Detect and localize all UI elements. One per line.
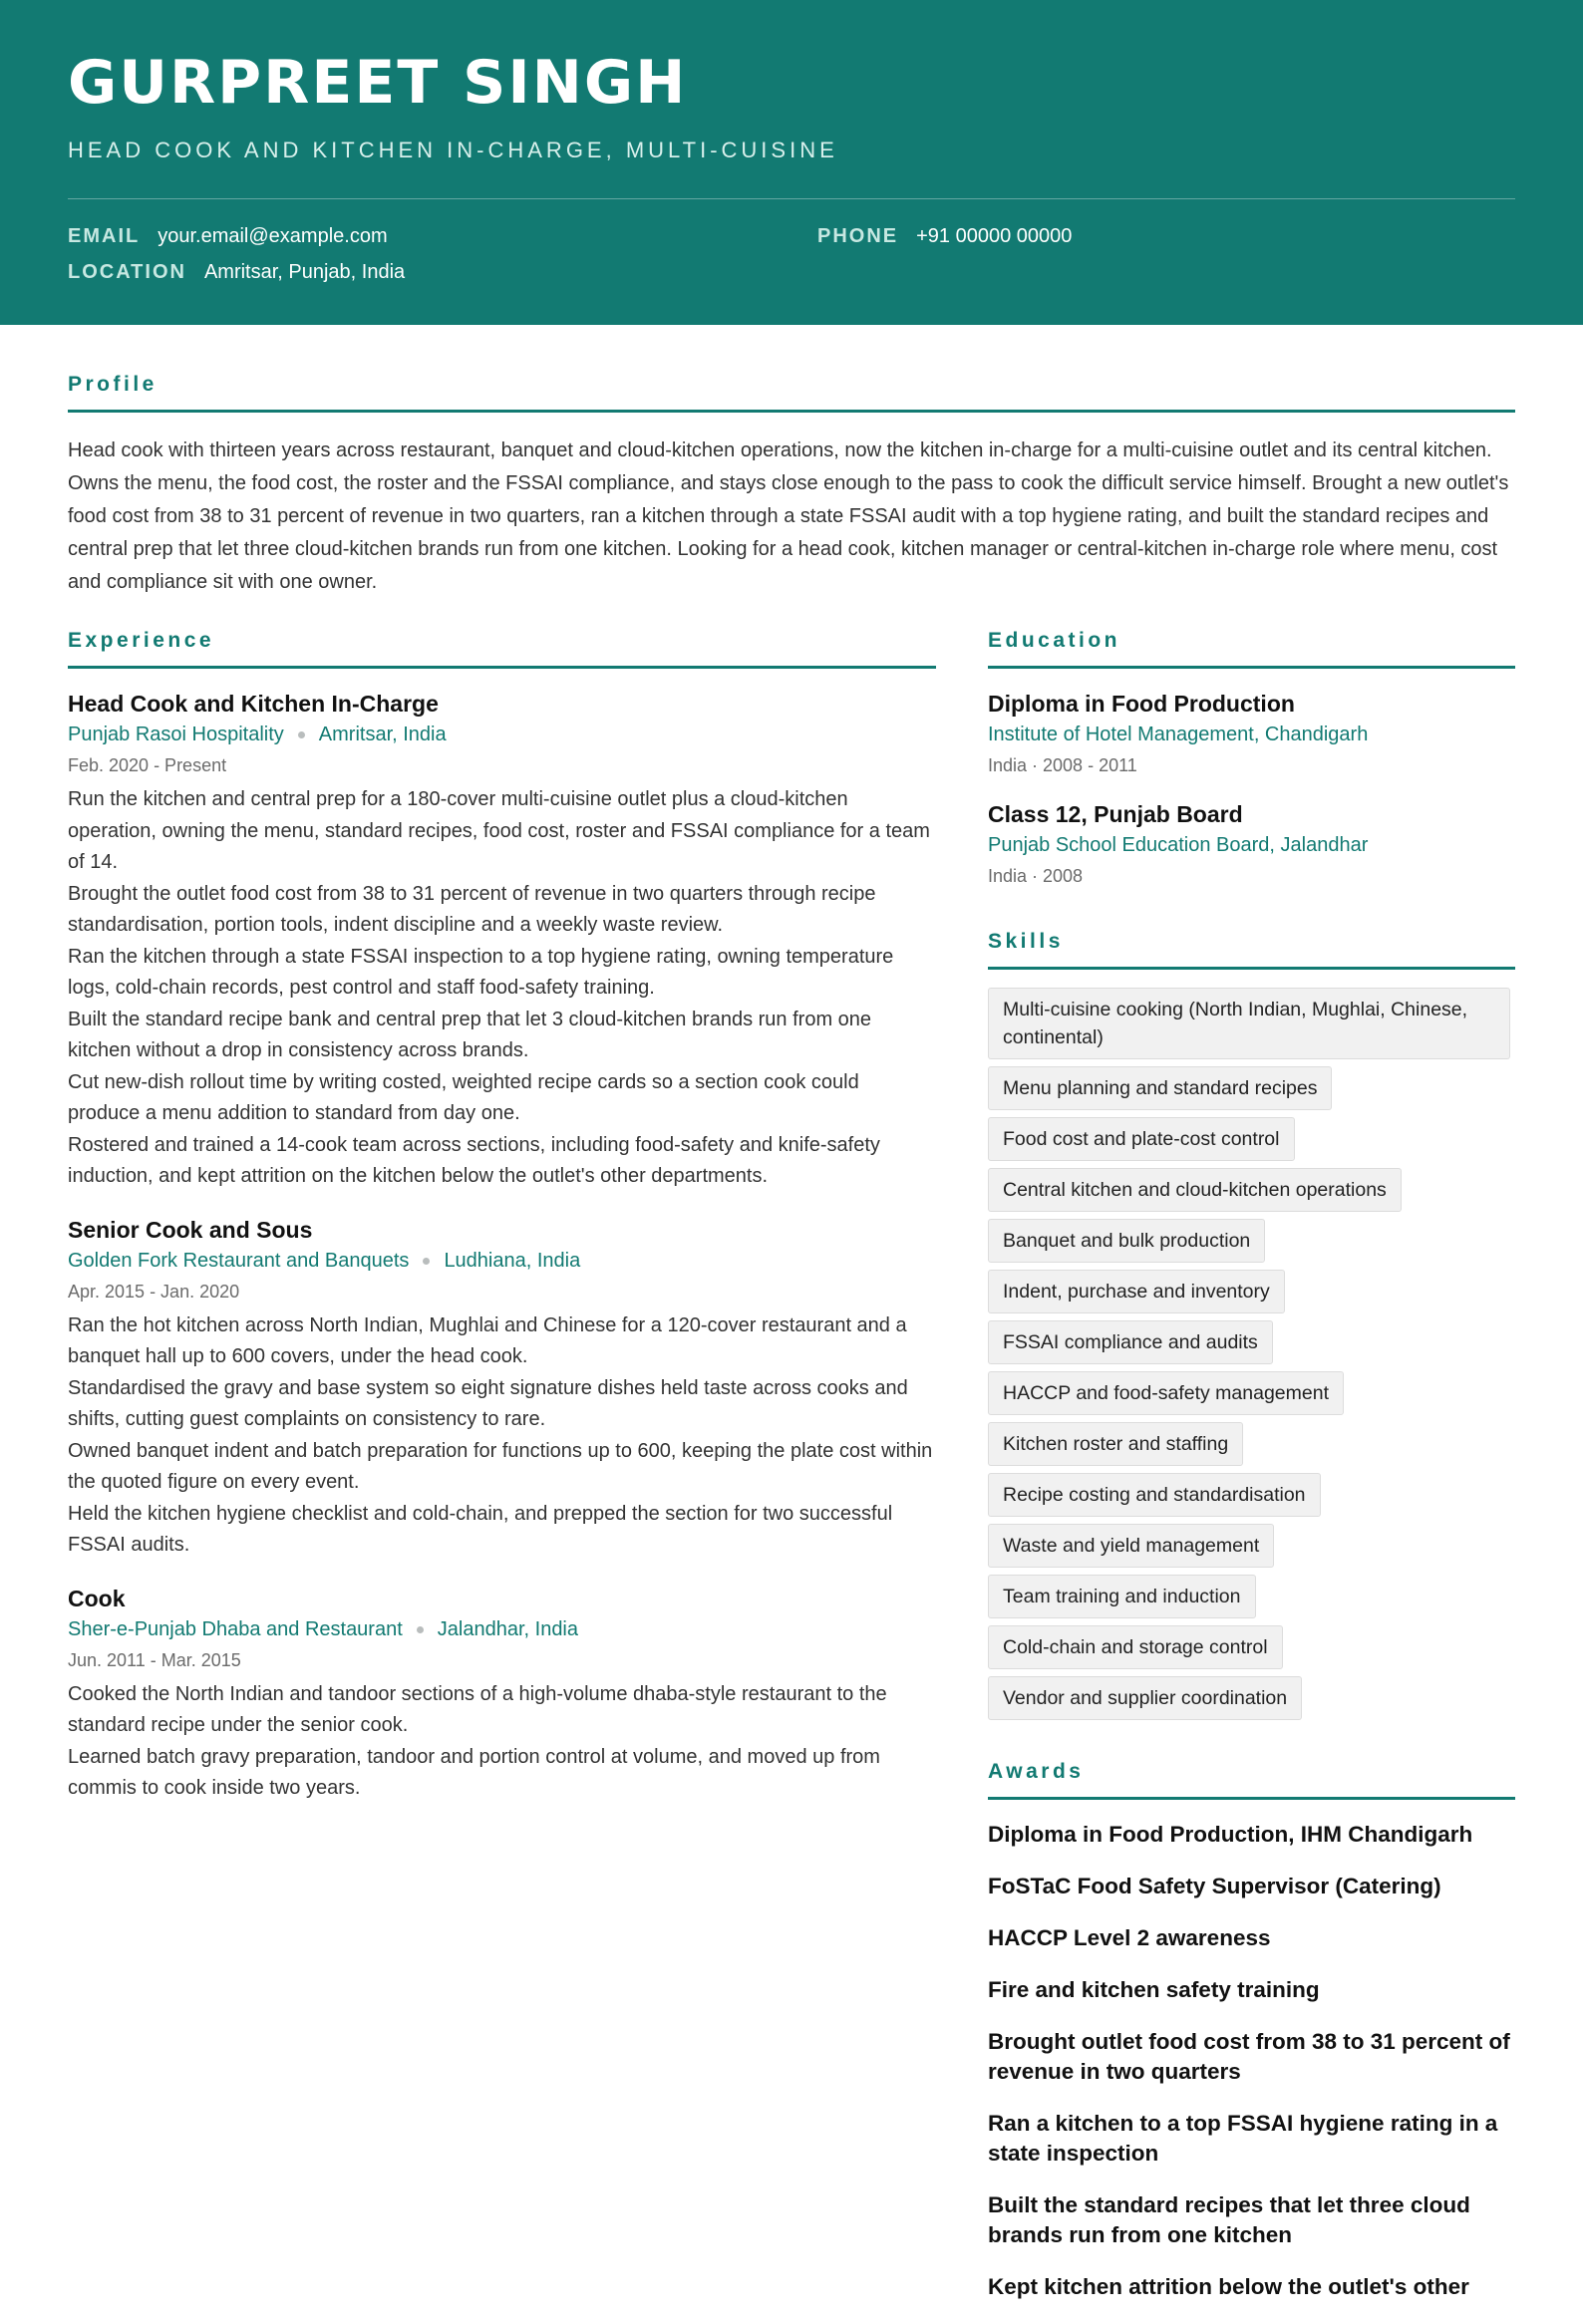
skill-chip: Vendor and supplier coordination: [988, 1676, 1302, 1720]
candidate-headline: HEAD COOK AND KITCHEN IN-CHARGE, MULTI-CUISINE: [68, 138, 838, 162]
job-bullets: [68, 784, 936, 1193]
section-heading-awards: Awards: [988, 1760, 1515, 1800]
section-heading-education: Education: [988, 629, 1515, 669]
job-bullets: [68, 1679, 936, 1805]
job-entry: [68, 689, 936, 1193]
skill-chip: FSSAI compliance and audits: [988, 1320, 1273, 1364]
education-entry: [988, 689, 1515, 779]
location-label: LOCATION: [68, 261, 186, 283]
award-item: Ran a kitchen to a top FSSAI hygiene rating in a state inspection: [988, 2111, 1498, 2166]
job-bullet: Held the kitchen hygiene checklist and cold-chain, and prepped the section for two successful FSSAI audits.: [68, 1502, 893, 1556]
award-item: FoSTaC Food Safety Supervisor (Catering): [988, 1874, 1441, 1898]
skill-chip: Waste and yield management: [988, 1524, 1274, 1568]
resume-body: [0, 373, 1583, 2299]
resume-header: [0, 0, 1583, 325]
award-item: Built the standard recipes that let three cloud brands run from one kitchen: [988, 2192, 1470, 2247]
award-item: Brought outlet food cost from 38 to 31 percent of revenue in two quarters: [988, 2029, 1510, 2084]
skill-chip: Multi-cuisine cooking (North Indian, Mughlai, Chinese, continental): [988, 988, 1510, 1059]
job-dates: Jun. 2011 - Mar. 2015: [68, 1649, 241, 1670]
job-company: Sher-e-Punjab Dhaba and Restaurant: [68, 1617, 403, 1640]
job-meta: [68, 719, 936, 750]
experience-list: [68, 689, 936, 1805]
education-title: Class 12, Punjab Board: [988, 801, 1243, 827]
skill-chip: Banquet and bulk production: [988, 1219, 1265, 1263]
job-dates: Apr. 2015 - Jan. 2020: [68, 1281, 240, 1302]
section-heading-experience: Experience: [68, 629, 936, 669]
skill-chip: Cold-chain and storage control: [988, 1625, 1283, 1669]
education-entry: [988, 799, 1515, 890]
skill-chip: Food cost and plate-cost control: [988, 1117, 1295, 1161]
skill-chip: HACCP and food-safety management: [988, 1371, 1344, 1415]
phone-value[interactable]: +91 00000 00000: [916, 225, 1073, 247]
skill-chip: Menu planning and standard recipes: [988, 1066, 1332, 1110]
job-bullets: [68, 1310, 936, 1562]
section-heading-profile: Profile: [68, 373, 1515, 413]
job-title: Cook: [68, 1585, 126, 1611]
education-meta: India · 2008: [988, 866, 1084, 886]
job-bullet: Cut new-dish rollout time by writing costed, weighted recipe cards so a section cook could produce a menu addition to standard from day one.: [68, 1070, 859, 1124]
job-bullet: Rostered and trained a 14-cook team across sections, including food-safety and knife-safety induction, and kept attrition on the kitchen below the outlet's other departments.: [68, 1133, 880, 1187]
phone-label: PHONE: [817, 225, 899, 247]
profile-summary: Head cook with thirteen years across restaurant, banquet and cloud-kitchen operations, now the kitchen in-charge for a multi-cuisine outlet and its central kitchen. Owns the menu, the food cost, the roster and the FSSAI compliance, and stays close enough to the pass to cook the difficult service himself. Brought a new outlet's food cost from 38 to 31 percent of revenue in two quarters, ran a kitchen through a state FSSAI audit with a top hygiene rating, and built the standard recipes and central prep that let three cloud-kitchen brands run from one kitchen. Looking for a head cook, kitchen manager or central-kitchen in-charge role where menu, cost and compliance sit with one owner.: [68, 439, 1509, 593]
header-divider: [68, 198, 1515, 199]
education-institution: Punjab School Education Board, Jalandhar: [988, 834, 1369, 856]
candidate-name: GURPREET SINGH: [68, 48, 688, 118]
award-item: Kept kitchen attrition below the outlet's other: [988, 2274, 1469, 2299]
skill-chip: Team training and induction: [988, 1575, 1256, 1618]
job-bullet: Ran the kitchen through a state FSSAI inspection to a top hygiene rating, owning temperature logs, cold-chain records, pest control and staff food-safety training.: [68, 945, 894, 999]
job-company: Golden Fork Restaurant and Banquets: [68, 1249, 410, 1272]
awards-section: [988, 1760, 1515, 2302]
separator-dot-icon: [298, 731, 305, 738]
contact-email: [68, 225, 388, 248]
skills-list: [988, 988, 1515, 1720]
contact-phone: [817, 225, 1072, 248]
separator-dot-icon: [423, 1258, 430, 1265]
email-label: EMAIL: [68, 225, 141, 247]
location-value: Amritsar, Punjab, India: [203, 261, 406, 283]
job-title: Senior Cook and Sous: [68, 1216, 313, 1243]
job-bullet: Ran the hot kitchen across North Indian, Mughlai and Chinese for a 120-cover restaurant and a banquet hall up to 600 covers, under the head cook.: [68, 1313, 907, 1367]
job-bullet: Standardised the gravy and base system so eight signature dishes held taste across cooks and shifts, cutting guest complaints on consistency to rare.: [68, 1376, 908, 1430]
skill-chip: Recipe costing and standardisation: [988, 1473, 1321, 1517]
profile-section: [68, 373, 1515, 599]
awards-list: [988, 1820, 1515, 2302]
skill-chip: Kitchen roster and staffing: [988, 1422, 1243, 1466]
job-meta: [68, 1245, 936, 1277]
job-bullet: Brought the outlet food cost from 38 to 31 percent of revenue in two quarters through recipe standardisation, portion tools, indent discipline and a weekly waste review.: [68, 882, 876, 936]
job-bullet: Built the standard recipe bank and central prep that let 3 cloud-kitchen brands run from one kitchen without a drop in consistency across brands.: [68, 1008, 872, 1061]
job-location: Amritsar, India: [318, 724, 447, 745]
skill-chip: Central kitchen and cloud-kitchen operations: [988, 1168, 1402, 1212]
job-location: Ludhiana, India: [444, 1249, 581, 1272]
award-item: Diploma in Food Production, IHM Chandigarh: [988, 1822, 1473, 1847]
contact-info: [68, 225, 1515, 305]
education-title: Diploma in Food Production: [988, 691, 1295, 717]
contact-location: [68, 261, 405, 284]
skills-section: [988, 930, 1515, 1720]
education-list: [988, 689, 1515, 890]
left-column: [68, 629, 936, 1805]
job-company: Punjab Rasoi Hospitality: [68, 724, 284, 745]
award-item: Fire and kitchen safety training: [988, 1977, 1320, 2002]
section-heading-skills: Skills: [988, 930, 1515, 970]
job-bullet: Run the kitchen and central prep for a 180-cover multi-cuisine outlet plus a cloud-kitchen operation, owning the menu, standard recipes, food cost, roster and FSSAI compliance for a team of 14.: [68, 788, 930, 873]
job-meta: [68, 1613, 936, 1645]
separator-dot-icon: [417, 1626, 424, 1633]
job-title: Head Cook and Kitchen In-Charge: [68, 691, 439, 717]
job-bullet: Learned batch gravy preparation, tandoor and portion control at volume, and moved up from commis to cook inside two years.: [68, 1745, 880, 1799]
award-item: HACCP Level 2 awareness: [988, 1925, 1271, 1950]
right-column: [988, 629, 1515, 2324]
job-dates: Feb. 2020 - Present: [68, 755, 227, 775]
education-meta: India · 2008 - 2011: [988, 755, 1137, 775]
email-value[interactable]: your.email@example.com: [158, 225, 388, 247]
job-location: Jalandhar, India: [437, 1617, 579, 1640]
education-institution: Institute of Hotel Management, Chandigarh: [988, 724, 1369, 745]
skill-chip: Indent, purchase and inventory: [988, 1270, 1285, 1313]
job-bullet: Owned banquet indent and batch preparation for functions up to 600, keeping the plate cost within the quoted figure on every event.: [68, 1439, 933, 1493]
job-entry: [68, 1584, 936, 1805]
job-entry: [68, 1215, 936, 1562]
job-bullet: Cooked the North Indian and tandoor sections of a high-volume dhaba-style restaurant to the standard recipe under the senior cook.: [68, 1682, 887, 1736]
